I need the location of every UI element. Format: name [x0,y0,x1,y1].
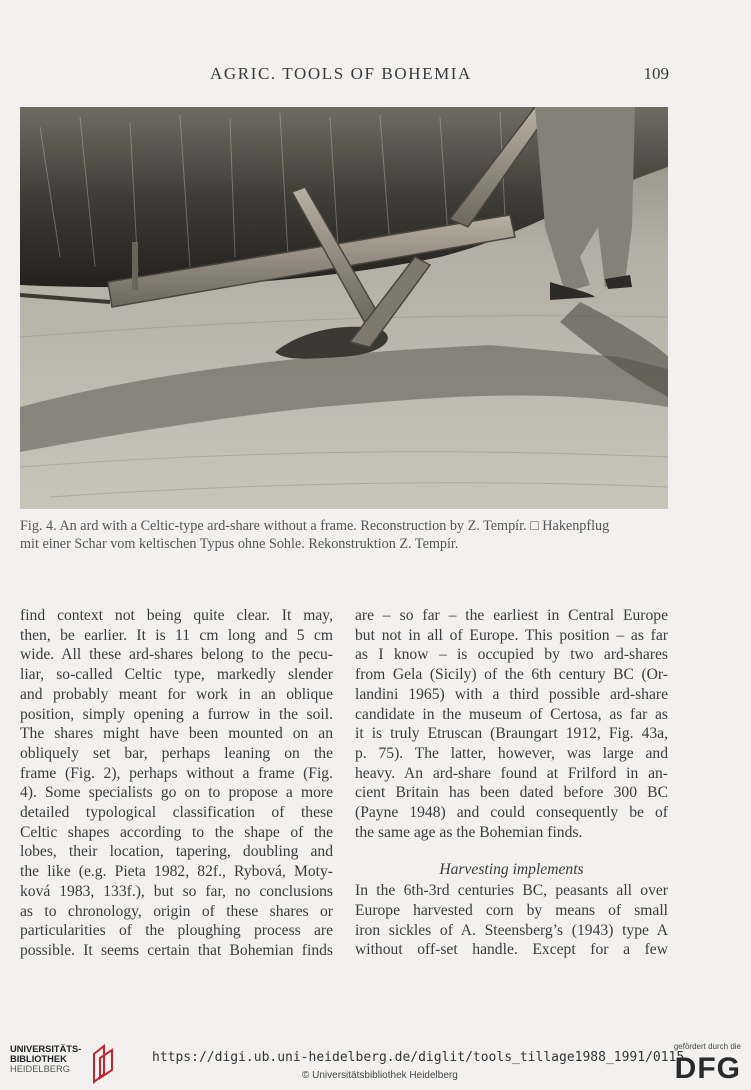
body-line: as to chronology, origin of these shares or [20,902,333,920]
body-line: then, be earlier. It is 11 cm long and 5 cm [20,626,333,644]
library-logo [10,1044,145,1086]
section-heading: Harvesting implements [439,861,584,879]
body-line: Europe harvested corn by means of small [355,901,668,919]
body-line: landini 1965) with a third possible ard-share [355,685,668,703]
body-line: The shares might have been mounted on an [20,725,333,743]
caption-line: Fig. 4. An ard with a Celtic-type ard-share without a frame. Reconstruction by Z. Tempír. □ Hakenpflug [20,518,610,534]
body-line: p. 75). The latter, however, was large and [355,744,668,762]
body-line: possible. It seems certain that Bohemian finds [20,941,333,959]
body-line: liar, so-called Celtic type, markedly slender [20,666,333,684]
footer [0,1034,751,1090]
body-line: heavy. An ard-share found at Frilford in an- [355,764,668,782]
body-line: the like (e.g. Pieta 1982, 82f., Rybová, Moty- [20,863,333,881]
source-url-link[interactable]: https://digi.ub.uni-heidelberg.de/diglit/tools_tillage1988_1991/0115 [152,1050,685,1065]
body-line: candidate in the museum of Certosa, as far as [355,705,668,723]
body-line: (Payne 1948) and could consequently be of [355,804,668,822]
library-emblem-icon [90,1044,116,1084]
body-line: detailed typological classification of these [20,804,333,822]
body-line: 4). Some specialists go on to propose a more [20,784,333,802]
library-name-line2: BIBLIOTHEK [10,1054,67,1064]
text-column-right [355,606,668,960]
body-line: cient Britain has been dated before 300 BC [355,784,668,802]
body-line: as I know – is occupied by two ard-shares [355,646,668,664]
body-line: from Gela (Sicily) of the 6th century BC (Or- [355,666,668,684]
body-line: Celtic shapes according to the shape of the [20,823,333,841]
body-line: particularities of the ploughing process are [20,922,333,940]
body-line: and probably meant for work in an oblique [20,685,333,703]
caption-line: mit einer Schar vom keltischen Typus ohne Sohle. Rekonstruktion Z. Tempír. [20,535,459,552]
body-line: are – so far – the earliest in Central Europe [355,607,668,624]
body-line: obliquely set bar, perhaps leaning on the [20,744,333,762]
dfg-logo [651,1042,741,1086]
body-line: it is truly Etruscan (Braungart 1912, Fig. 43a, [355,725,668,743]
figure-caption [20,518,670,553]
body-line: but not in all of Europe. This position – as far [355,626,668,644]
body-line: wide. All these ard-shares belong to the pecu- [20,646,333,664]
dfg-wordmark: DFG [674,1052,741,1085]
body-line: without off-set handle. Except for a few [355,941,668,959]
ard-plough-photo [20,107,668,509]
body-line: lobes, their location, tapering, doubling and [20,843,333,861]
body-line: find context not being quite clear. It may, [20,607,333,624]
body-line: position, simply opening a furrow in the soil. [20,705,333,723]
body-line: iron sickles of A. Steensberg’s (1943) type A [355,921,668,939]
funding-note: gefördert durch die [673,1042,741,1051]
body-line: the same age as the Bohemian finds. [355,823,583,841]
body-line: ková 1983, 133f.), but so far, no conclusions [20,882,333,900]
figure-photo [20,107,668,509]
text-column-left [20,606,333,961]
body-line: In the 6th-3rd centuries BC, peasants all over [355,882,668,900]
copyright-notice: © Universitätsbibliothek Heidelberg [302,1070,458,1081]
body-line: frame (Fig. 2), perhaps without a frame (Fig. [20,764,333,782]
page-number: 109 [643,64,669,83]
running-head-title: AGRIC. TOOLS OF BOHEMIA [210,64,472,83]
library-name-line1: UNIVERSITÄTS- [10,1044,82,1054]
library-name-line3: HEIDELBERG [10,1064,70,1074]
running-head [0,64,751,86]
